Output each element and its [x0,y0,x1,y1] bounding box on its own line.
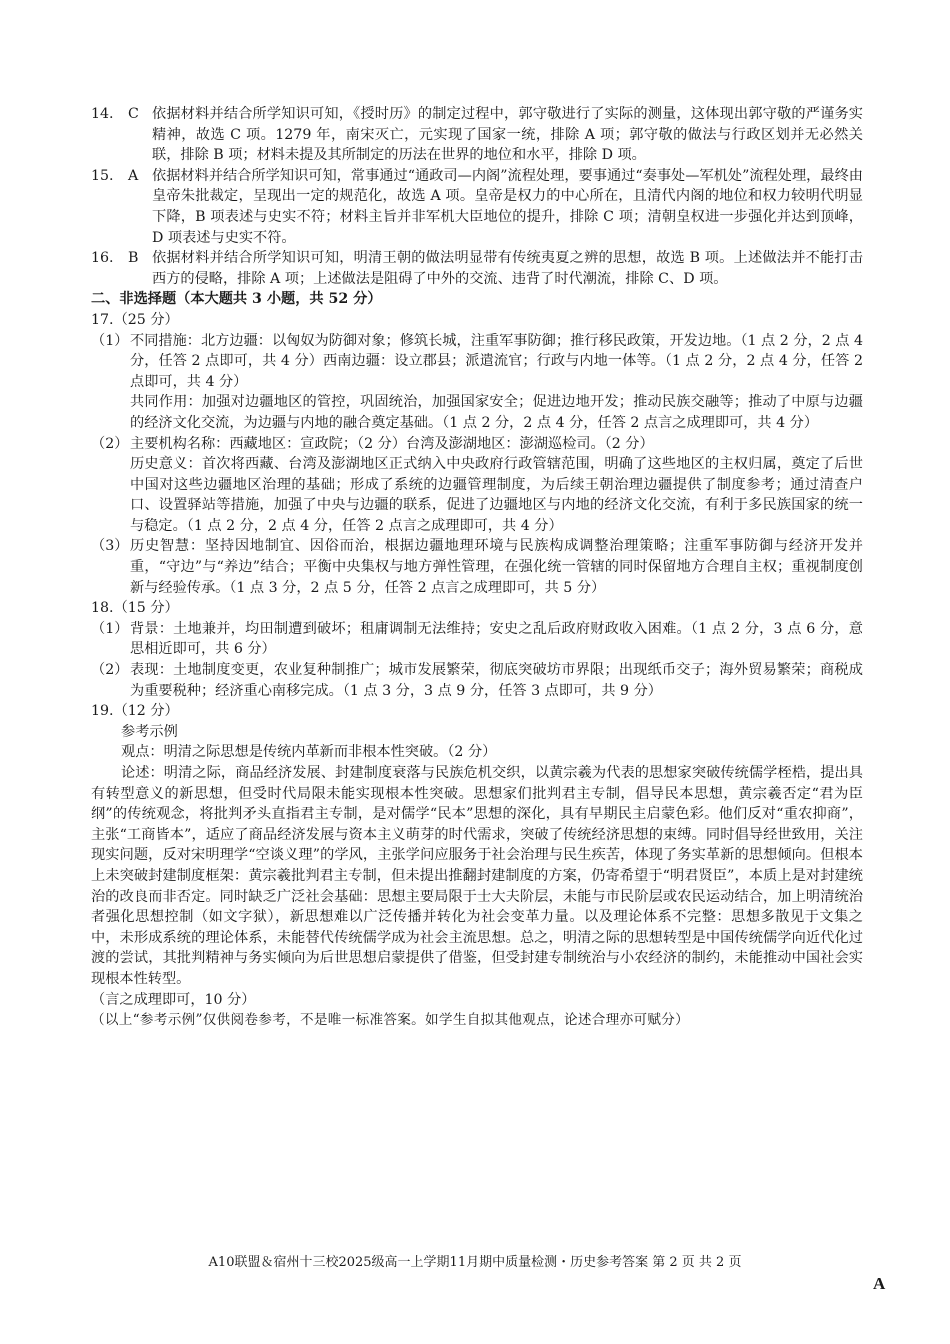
section-heading: 二、非选择题（本大题共 3 小题，共 52 分） [91,291,382,308]
question-18-part-1 [91,619,863,660]
question-17-part-2 [91,434,863,455]
question-17-header: 17.（25 分） [91,311,179,328]
question-18-header: 18.（15 分） [91,600,179,617]
question-17-part-1-continued: 共同作用：加强对边疆地区的管控，巩固统治，加强国家安全；促进边地开发；推动民族交融等；推动了中原与边疆的经济文化交流，为边疆与内地的融合奠定基础。（1 点 2 分，2 点 4 分，任答 2 点言之成理即可，共 4 分） [130,394,863,431]
answer-explanation: 依据材料并结合所学知识可知，《授时历》的制定过程中，郭守敬进行了实际的测量，这体现出郭守敬的严谨务实精神，故选 C 项。1279 年，南宋灭亡，元实现了国家一统，排除 A 项；郭守敬的做法与行政区划并无必然关联，排除 B 项；材料未提及其所制定的历法在世界的地位和水平，排除 D 项。 [152,106,863,164]
part-text: 历史智慧：坚持因地制宜、因俗而治，根据边疆地理环境与民族构成调整治理策略；注重军事防御与经济开发并重，“守边”与“养边”结合；平衡中央集权与地方弹性管理，在强化统一管辖的同时保留地方合理自主权；重视制度创新与经验传承。（1 点 3 分，2 点 5 分，任答 2 点言之成理即可，共 5 分） [130,538,863,596]
page-footer: A10联盟＆宿州十三校2025级高一上学期11月期中质量检测・历史参考答案 第 2 页 共 2 页 [208,1255,742,1270]
answer-15 [91,166,863,248]
answer-sheet [91,104,863,1031]
question-number: 14. [91,106,114,122]
question-17-part-1 [91,331,863,393]
argument: 论述：明清之际，商品经济发展、封建制度衰落与民族危机交织，以黄宗羲为代表的思想家突破传统儒学桎梏，提出具有转型意义的新思想，但受时代局限未能实现根本性突破。思想家们批判君主专制，倡导民本思想，黄宗羲否定“君为臣纲”的传统观念，将批判矛头直指君主专制，是对儒学“民本”思想的深化，具有早期民主启蒙色彩。他们反对“重农抑商”，主张“工商皆本”，适应了商品经济发展与资本主义萌芽的时代需求，突破了传统经济思想的束缚。同时倡导经世致用，关注现实问题，反对宋明理学“空谈义理”的学风，主张学问应服务于社会治理与民生疾苦，体现了务实革新的思想倾向。但根本上未突破封建制度框架：黄宗羲批判君主专制，但未提出推翻封建制度的方案，仍寄希望于“明君贤臣”，本质上是对封建统治的改良而非否定。同时缺乏广泛社会基础：思想主要局限于士大夫阶层，未能与市民阶层或农民运动结合，加上明清统治者强化思想控制（如文字狱），新思想难以广泛传播并转化为社会变革力量。以及理论体系不完整：思想多散见于文集之中，未形成系统的理论体系，未能替代传统儒学成为社会主流思想。总之，明清之际的思想转型是中国传统儒学向近代化过渡的尝试，其批判精神与务实倾向为后世思想启蒙提供了借鉴，但受封建专制统治与小农经济的制约，未能推动中国社会实现根本性转型。 [91,765,863,987]
part-label: （2） [91,662,129,679]
part-text: 表现：土地制度变更，农业复种制推广；城市发展繁荣，彻底突破坊市界限；出现纸币交子；海外贸易繁荣；商税成为重要税种；经济重心南移完成。（1 点 3 分，3 点 9 分，任答 3 点即可，共 9 分） [130,662,863,699]
page-version-mark: A [873,1274,886,1293]
answer-letter: A [128,167,139,184]
part-text: 背景：土地兼并，均田制遭到破坏；租庸调制无法维持；安史之乱后政府财政收入困难。（1 点 2 分，3 点 6 分，意思相近即可，共 6 分） [130,620,863,658]
answer-16 [91,248,863,289]
disclaimer: （以上“参考示例”仅供阅卷参考，不是唯一标准答案。如学生自拟其他观点，论述合理亦可赋分） [91,1012,690,1029]
answer-letter: C [128,106,139,122]
viewpoint: 观点：明清之际思想是传统内革新而非根本性突破。（2 分） [121,744,497,761]
reference-example-title: 参考示例 [121,723,178,740]
question-19-header: 19.（12 分） [91,703,179,720]
question-18-part-2 [91,660,863,701]
answer-explanation: 依据材料并结合所学知识可知，明清王朝的做法明显带有传统夷夏之辨的思想，故选 B 项。上述做法并不能打击西方的侵略，排除 A 项；上述做法是阻碍了中外的交流、违背了时代潮流，排除 C、D 项。 [152,250,863,287]
question-17-part-3 [91,536,863,598]
part-label: （1） [91,332,129,349]
part-label: （2） [91,435,129,452]
question-17-part-2-continued: 历史意义：首次将西藏、台湾及澎湖地区正式纳入中央政府行政管辖范围，明确了这些地区的主权归属，奠定了后世中国对这些边疆地区治理的基础；形成了系统的边疆管理制度，为后续王朝治理边疆提供了制度参考；通过清查户口、设置驿站等措施，加强了中央与边疆的联系，促进了边疆地区与内地的经济文化交流，有利于多民族国家的统一与稳定。（1 点 2 分，2 点 4 分，任答 2 点言之成理即可，共 4 分） [130,456,863,534]
question-number: 16. [91,250,114,267]
answer-explanation: 依据材料并结合所学知识可知，常事通过“通政司—内阁”流程处理，要事通过“奏事处—军机处”流程处理，最终由皇帝朱批裁定，呈现出一定的规范化，故选 A 项。皇帝是权力的中心所在，且清代内阁的地位和权力较明代明显下降，B 项表述与史实不符；材料主旨并非军机大臣地位的提升，排除 C 项；清朝皇权进一步强化并达到顶峰，D 项表述与史实不符。 [152,167,863,246]
part-label: （1） [91,620,129,637]
part-text: 不同措施：北方边疆：以匈奴为防御对象；修筑长城，注重军事防御；推行移民政策，开发边地。（1 点 2 分，2 点 4 分，任答 2 点即可，共 4 分）西南边疆：设立郡县；派遣流官；行政与内地一体等。（1 点 2 分，2 点 4 分，任答 2 点即可，共 4 分） [130,332,863,390]
part-label: （3） [91,538,129,555]
answer-letter: B [128,250,139,267]
answer-14 [91,104,863,166]
score-note: （言之成理即可，10 分） [91,991,256,1008]
question-number: 15. [91,167,114,184]
part-text: 主要机构名称：西藏地区：宣政院；（2 分）台湾及澎湖地区：澎湖巡检司。（2 分） [130,435,654,452]
